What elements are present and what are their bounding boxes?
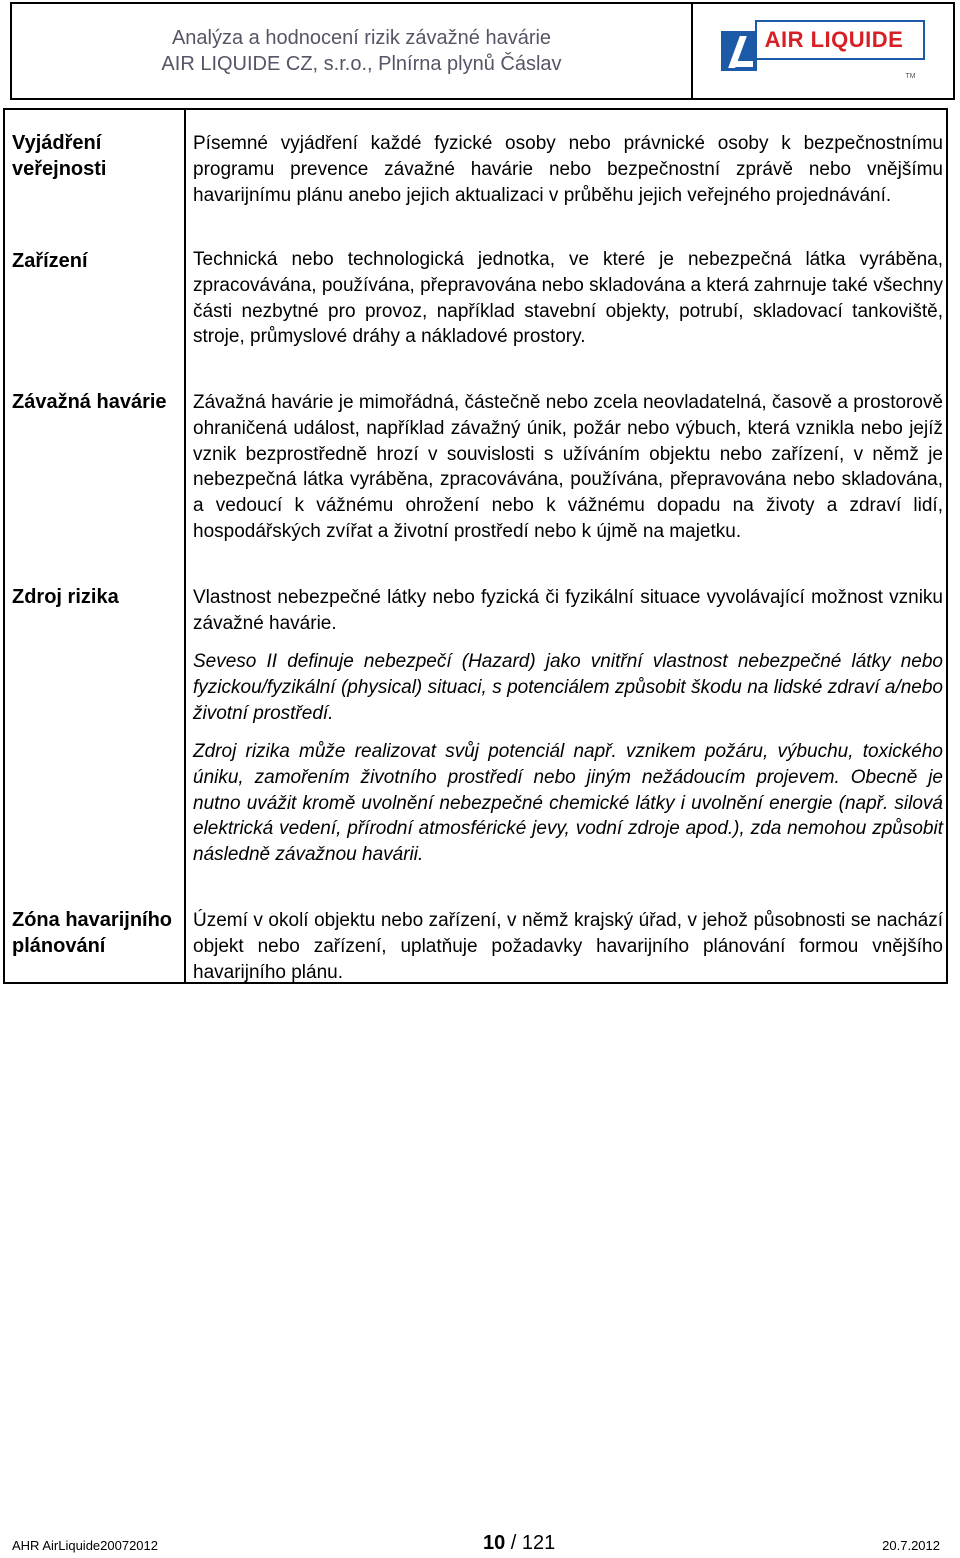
definition-vyjadreni-verejnosti — [193, 131, 943, 208]
page-number — [483, 1532, 555, 1555]
definition-paragraph: Písemné vyjádření každé fyzické osoby nebo právnické osoby k bezpečnostnímu programu prevence závažné havárie nebo bezpečnostní zprávě nebo vnějšímu havarijnímu plánu anebo jejich aktualizaci v průběhu jejich veřejného projednávání. — [193, 133, 943, 206]
term-zarizeni: Zařízení — [12, 250, 88, 272]
header-title-line1: Analýza a hodnocení rizik závažné havárie — [171, 27, 552, 49]
definition-zdroj-rizika-3 — [193, 739, 943, 868]
header-title — [12, 4, 693, 98]
definition-paragraph: Vlastnost nebezpečné látky nebo fyzická či fyzikální situace vyvolávající možnost vzniku závažné havárie. — [193, 587, 943, 634]
air-liquide-logo — [693, 4, 953, 98]
header-title-line2: AIR LIQUIDE CZ, s.r.o., Plnírna plynů Čáslav — [161, 53, 562, 75]
air-liquide-logo-icon — [721, 31, 757, 71]
term-zona-havarijniho-planovani: Zóna havarijního plánování — [12, 909, 173, 957]
logo-text: AIR LIQUIDE — [764, 27, 904, 52]
definition-zarizeni — [193, 247, 943, 350]
definitions-table — [3, 108, 948, 984]
definition-paragraph: Zdroj rizika může realizovat svůj potenciál např. vznikem požáru, výbuchu, toxického úniku, zamořením životního prostředí nebo jiným nežádoucím projevem. Obecně je nutno uvážit kromě uvolnění nebezpečné chemické látky i uvolnění energie (např. silová elektrická vedení, přírodní atmosférické jevy, vodní zdroje apod.), zda nemohou způsobit následně závažnou havárii. — [193, 741, 943, 866]
definition-zdroj-rizika-1 — [193, 585, 943, 637]
footer-date: 20.7.2012 — [882, 1538, 940, 1553]
definition-paragraph: Technická nebo technologická jednotka, ve které je nebezpečná látka vyráběna, zpracovávána, používána, přepravována nebo skladována a která zahrnuje také všechny části nezbytné pro provoz, například stavební objekty, potrubí, skladovací tankoviště, stroje, průmyslové dráhy a nákladové prostory. — [193, 249, 943, 348]
page-separator: / — [505, 1532, 522, 1554]
column-divider — [184, 110, 186, 982]
definition-zavazna-havarie — [193, 390, 943, 545]
page-footer — [0, 1532, 960, 1558]
term-zdroj-rizika: Zdroj rizika — [12, 586, 119, 608]
term-zavazna-havarie: Závažná havárie — [12, 391, 167, 413]
definition-zona-havarijniho-planovani — [193, 908, 943, 985]
definition-paragraph: Seveso II definuje nebezpečí (Hazard) jako vnitřní vlastnost nebezpečné látky nebo fyzickou/fyzikální (physical) situaci, s potenciálem způsobit škodu na lidské zdraví a/nebo životní prostředí. — [193, 651, 943, 724]
page-total: 121 — [521, 1532, 556, 1554]
logo-trademark: TM — [905, 73, 916, 80]
page-current: 10 — [483, 1532, 506, 1554]
definition-zdroj-rizika-2 — [193, 649, 943, 726]
definition-paragraph: Území v okolí objektu nebo zařízení, v němž krajský úřad, v jehož působnosti se nachází objekt nebo zařízení, uplatňuje požadavky havarijního plánování formou vnějšího havarijního plánu. — [193, 910, 943, 983]
term-vyjadreni-verejnosti: Vyjádření veřejnosti — [12, 132, 107, 180]
page-header — [10, 2, 955, 100]
definition-paragraph: Závažná havárie je mimořádná, částečně nebo zcela neovladatelná, časově a prostorově ohraničená událost, například závažný únik, požár nebo výbuch, která vznikla nebo jejíž vznik bezprostředně hrozí v souvislosti s užíváním objektu nebo zařízení, v němž je nebezpečná látka vyráběna, zpracovávána, používána, přepravována nebo skladována, a vedoucí k vážnému ohrožení nebo k vážnému dopadu na životy a zdraví lidí, hospodářských zvířat a životní prostředí nebo k újmě na majetku. — [193, 392, 943, 542]
footer-doc-id: AHR AirLiquide20072012 — [12, 1538, 158, 1553]
